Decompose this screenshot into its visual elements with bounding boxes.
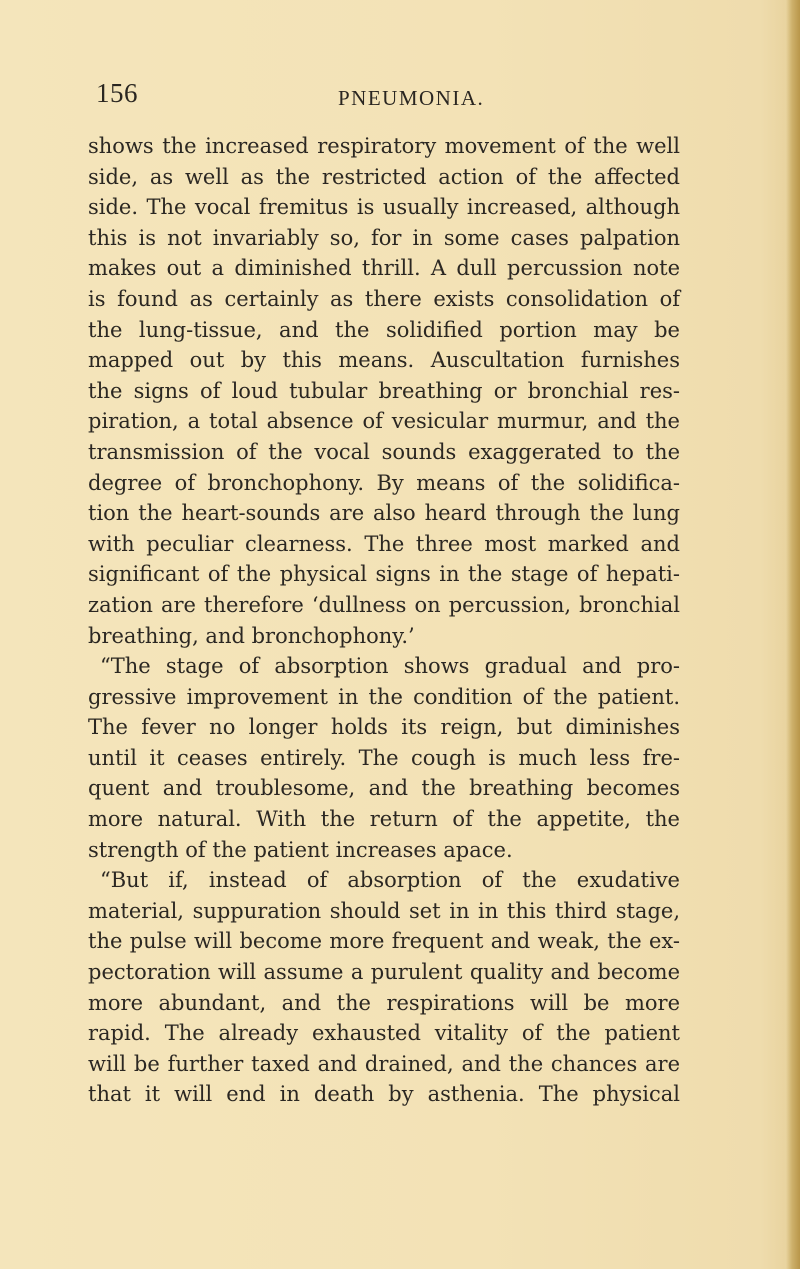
text-line: strength of the patient increases apace.	[88, 837, 513, 862]
text-line: the pulse will become more frequent and weak, the ex-	[88, 929, 680, 954]
text-line: significant of the physical signs in the stage of hepati-	[88, 562, 680, 587]
text-line: the lung-tissue, and the solidified portion may be	[88, 317, 680, 342]
text-line: until it ceases entirely. The cough is much less fre-	[88, 745, 680, 770]
text-line: with peculiar clearness. The three most marked and	[88, 531, 680, 556]
text-line: rapid. The already exhausted vitality of the patient	[88, 1021, 680, 1046]
text-line: that it will end in death by asthenia. The physical	[88, 1082, 680, 1107]
text-line: mapped out by this means. Auscultation furnishes	[88, 348, 680, 373]
body-text	[88, 131, 680, 1110]
page-number: 156	[96, 78, 138, 108]
text-line: tion the heart-sounds are also heard through the lung	[88, 501, 680, 526]
text-line: pectoration will assume a purulent quality and become	[88, 960, 680, 985]
text-line: degree of bronchophony. By means of the solidifica-	[88, 470, 680, 495]
text-line: quent and troublesome, and the breathing becomes	[88, 776, 680, 801]
text-line: more natural. With the return of the appetite, the	[88, 807, 680, 832]
text-line: makes out a diminished thrill. A dull percussion note	[88, 256, 680, 281]
text-line: transmission of the vocal sounds exaggerated to the	[88, 439, 680, 464]
paragraph-start-line: “The stage of absorption shows gradual and pro-	[100, 654, 680, 679]
text-line: The fever no longer holds its reign, but diminishes	[88, 715, 680, 740]
page-edge	[786, 0, 800, 1269]
text-line: shows the increased respiratory movement of the well	[88, 134, 680, 158]
running-head: PNEUMONIA.	[338, 86, 485, 110]
text-line: material, suppuration should set in in this third stage,	[88, 898, 680, 923]
text-line: gressive improvement in the condition of the patient.	[88, 684, 680, 709]
text-line: side. The vocal fremitus is usually increased, although	[88, 195, 680, 220]
text-line: piration, a total absence of vesicular murmur, and the	[88, 409, 680, 434]
text-line: will be further taxed and drained, and the chances are	[88, 1051, 680, 1076]
text-line: side, as well as the restricted action of the affected	[88, 164, 680, 189]
text-line: is found as certainly as there exists consolidation of	[88, 286, 680, 311]
text-line: zation are therefore ‘dullness on percussion, bronchial	[88, 592, 680, 617]
text-line: the signs of loud tubular breathing or bronchial res-	[88, 378, 680, 403]
text-line: this is not invariably so, for in some cases palpation	[88, 225, 680, 250]
text-line: more abundant, and the respirations will be more	[88, 990, 680, 1015]
paragraph-start-line: “But if, instead of absorption of the exudative	[100, 868, 680, 893]
text-line: breathing, and bronchophony.’	[88, 623, 415, 648]
